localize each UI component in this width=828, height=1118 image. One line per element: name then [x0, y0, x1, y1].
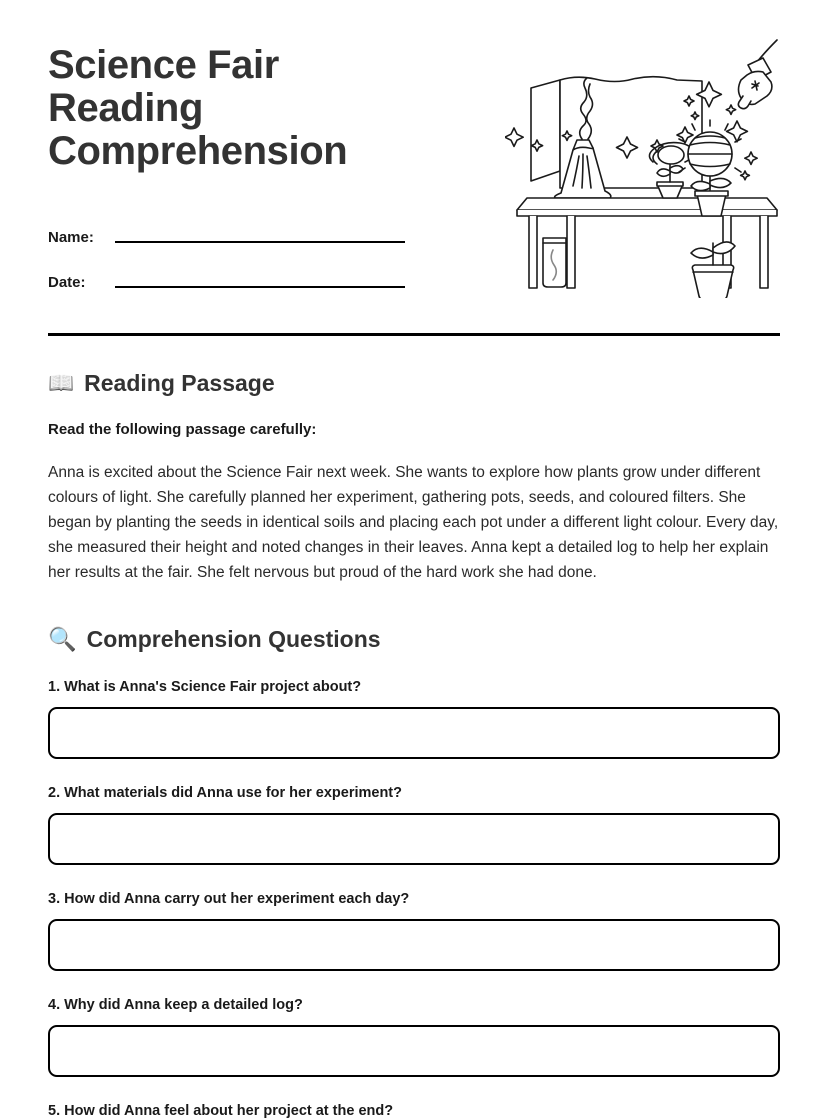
question-item-3: [48, 891, 780, 971]
answer-box[interactable]: [48, 919, 780, 971]
question-item-5: [48, 1103, 780, 1118]
answer-box[interactable]: [48, 707, 780, 759]
reading-passage-heading: [48, 370, 780, 397]
question-text: 2. What materials did Anna use for her experiment?: [48, 784, 402, 801]
page-title: Science Fair Reading Comprehension: [48, 43, 348, 174]
open-book-icon: 📖: [48, 372, 75, 395]
question-text: 3. How did Anna carry out her experiment each day?: [48, 890, 410, 907]
name-field-row: [48, 204, 478, 249]
reading-passage-heading-label: Reading Passage: [84, 370, 275, 396]
comprehension-questions-heading: [48, 626, 780, 653]
question-item-1: [48, 679, 780, 759]
science-fair-table-illustration: [505, 38, 790, 298]
date-label: Date:: [48, 273, 86, 291]
comprehension-questions-heading-label: Comprehension Questions: [86, 625, 381, 652]
name-input-line[interactable]: [115, 241, 405, 243]
reading-instruction: Read the following passage carefully:: [48, 421, 317, 438]
worksheet-body: [48, 370, 780, 1118]
question-item-2: [48, 785, 780, 865]
reading-passage-text: Anna is excited about the Science Fair next week. She wants to explore how plants grow under different colours of light. She carefully planned her experiment, gathering pots, seeds, and coloured filters. She began by planting the seeds in identical soils and placing each pot under a different light colour. Every day, she measured their height and noted changes in their leaves. Anna kept a detailed log to help her explain her results at the fair. She felt nervous but proud of the hard work she had done.: [48, 464, 779, 582]
question-text: 1. What is Anna's Science Fair project about?: [48, 678, 362, 695]
question-text: 5. How did Anna feel about her project at the end?: [48, 1102, 394, 1118]
section-divider: [48, 333, 780, 336]
answer-box[interactable]: [48, 813, 780, 865]
date-field-row: [48, 249, 478, 294]
name-label: Name:: [48, 228, 94, 246]
header-left-column: [48, 44, 478, 294]
date-input-line[interactable]: [115, 286, 405, 288]
question-text: 4. Why did Anna keep a detailed log?: [48, 996, 303, 1013]
answer-box[interactable]: [48, 1025, 780, 1077]
magnifying-glass-icon: 🔍: [48, 625, 77, 652]
student-info-fields: [48, 204, 478, 294]
question-item-4: [48, 997, 780, 1077]
